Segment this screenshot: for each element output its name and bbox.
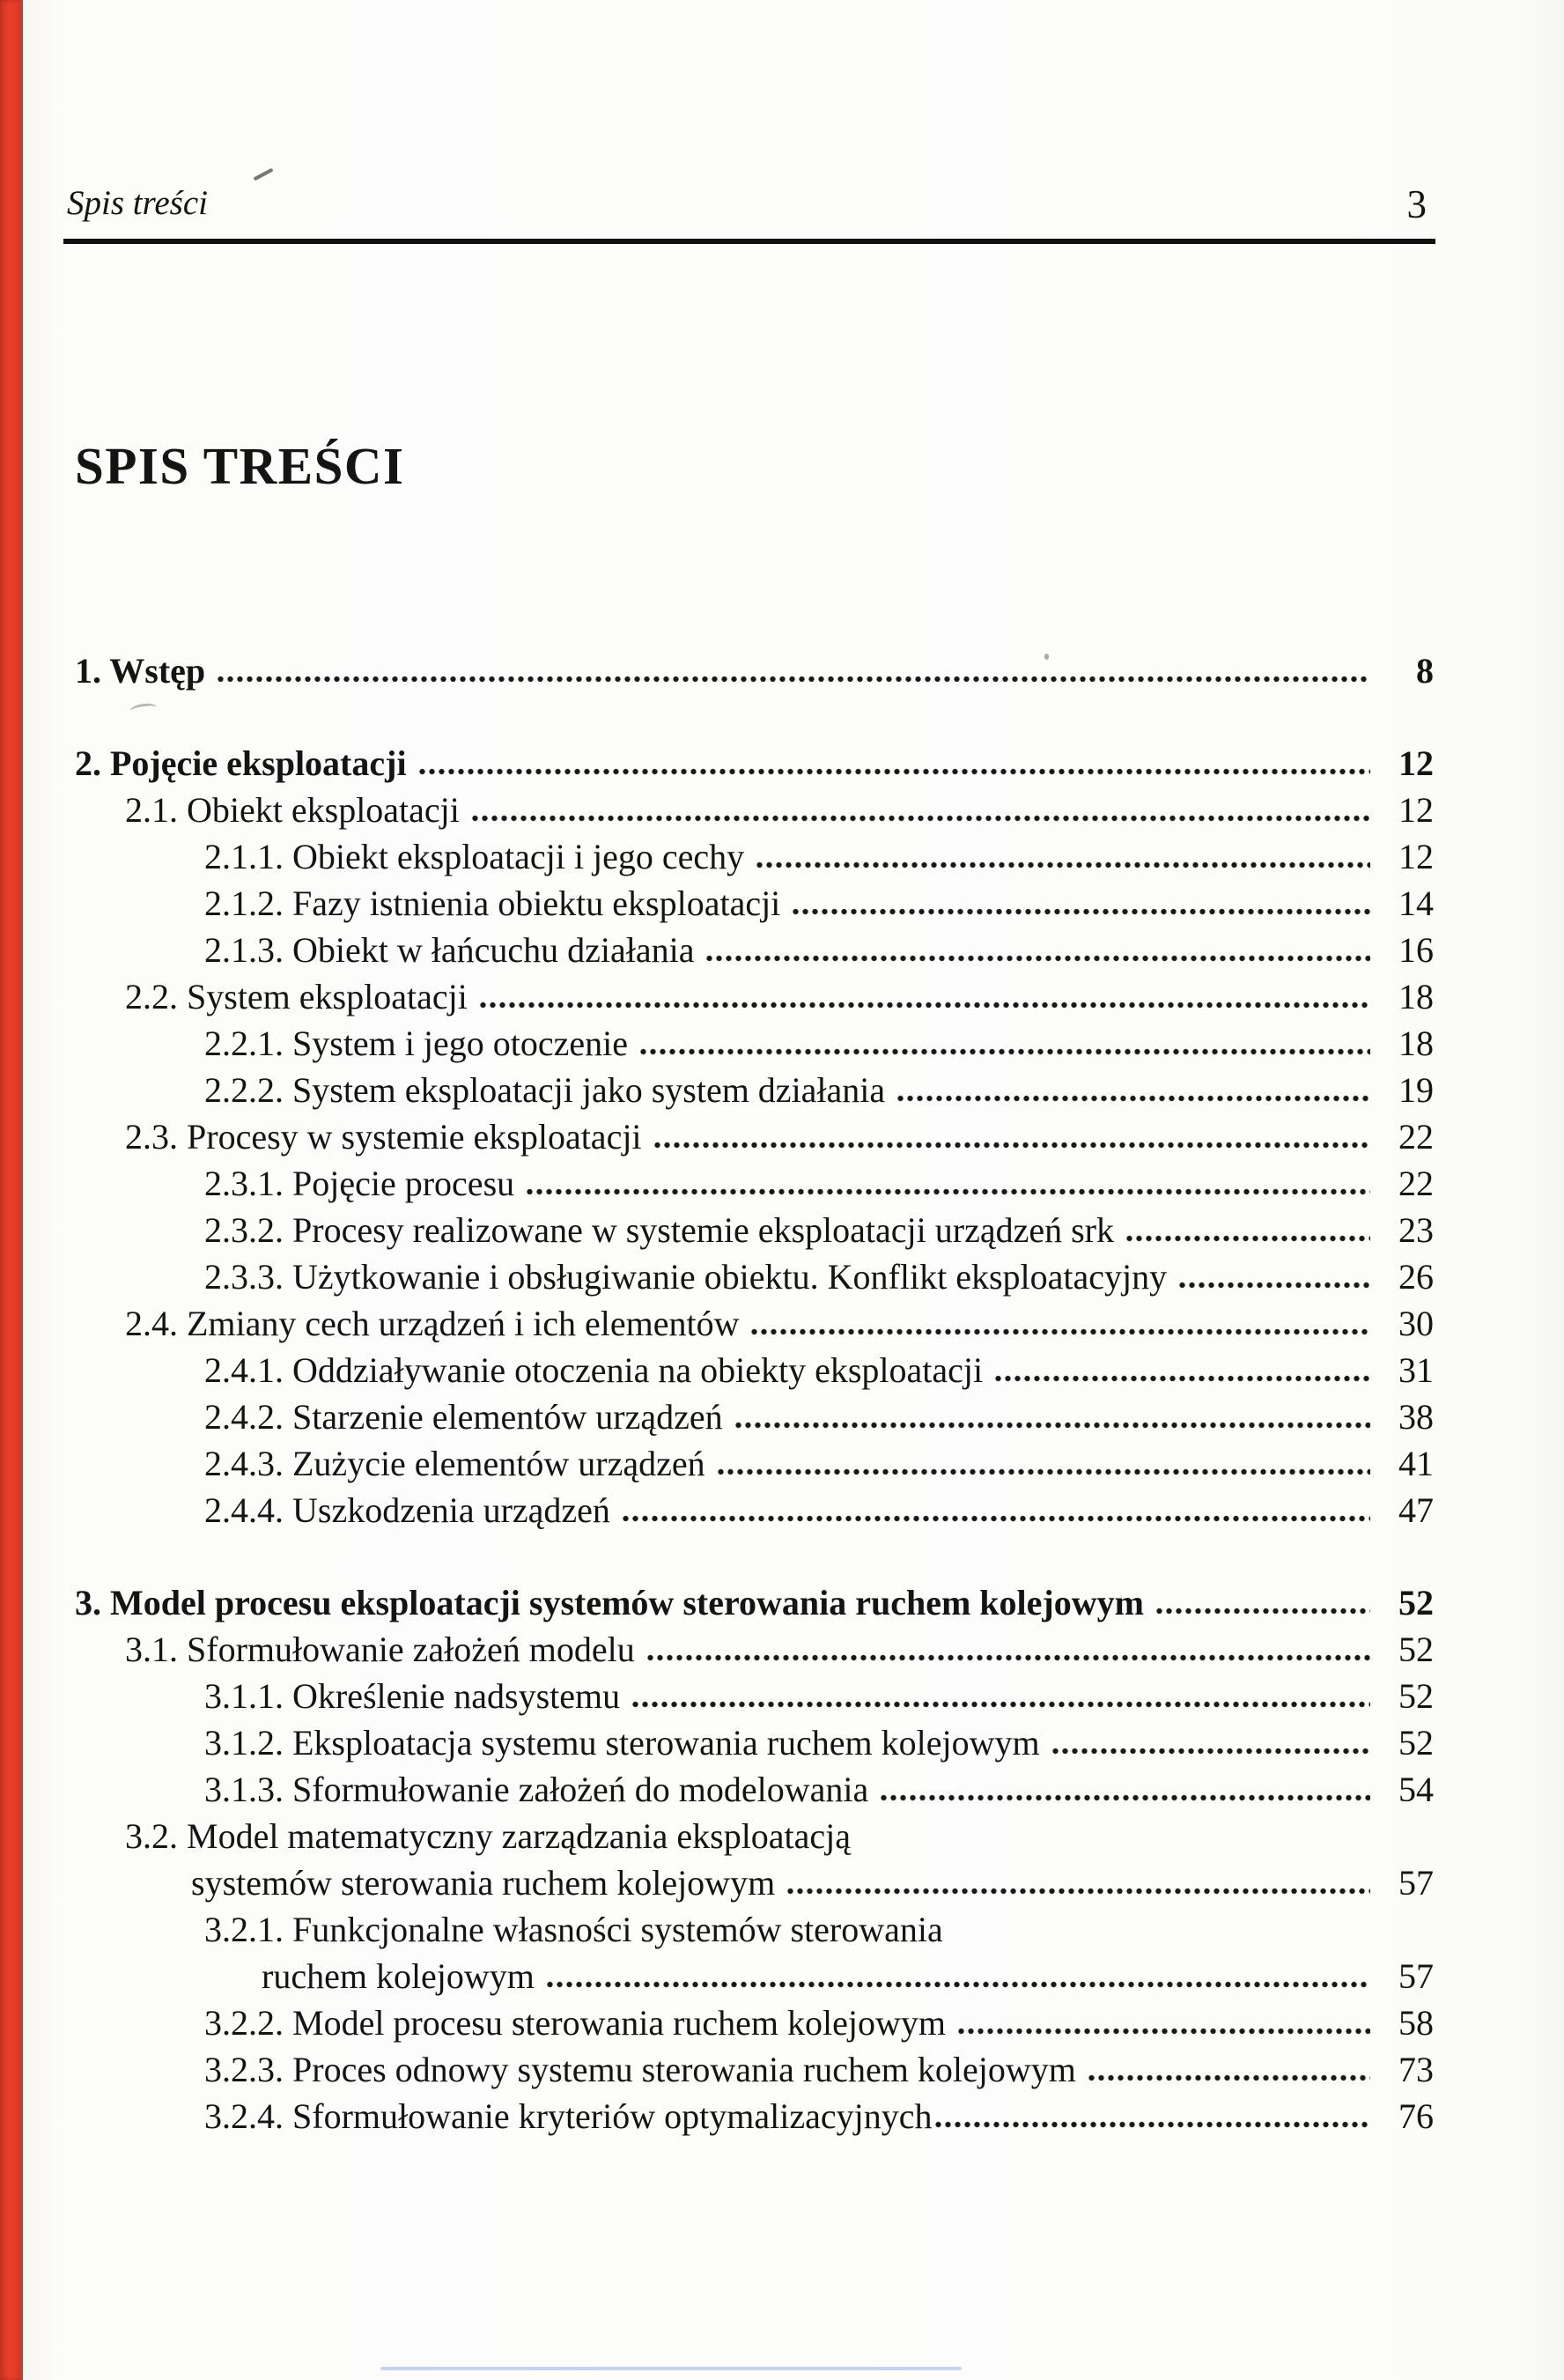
toc-entry-label: 2.3.3. Użytkowanie i obsługiwanie obiektu. Konflikt eksploatacyjny <box>204 1256 1168 1297</box>
toc-entry-label: 3.2. Model matematyczny zarządzania eksploatacją <box>125 1815 852 1856</box>
toc-entry-label: 2.1.2. Fazy istnienia obiektu eksploatacji <box>204 883 781 923</box>
running-title: Spis treści <box>67 184 208 222</box>
dot-leader <box>545 1981 1370 1988</box>
toc-entry <box>75 2046 1435 2093</box>
toc-entry-label: 2.4.3. Zużycie elementów urządzeń <box>204 1443 705 1483</box>
toc-entry <box>75 1719 1435 1766</box>
toc-entry <box>75 1160 1435 1207</box>
toc-entry <box>75 1859 1435 1906</box>
dot-leader <box>933 2121 1370 2128</box>
dot-leader <box>631 1701 1370 1708</box>
toc-entry-label: 3. Model procesu eksploatacji systemów sterowania ruchem kolejowym <box>75 1582 1144 1622</box>
toc-entry-label: 3.2.2. Model procesu sterowania ruchem kolejowym <box>204 2002 947 2043</box>
toc-page-number: 52 <box>1398 1675 1434 1716</box>
toc-page-number: 52 <box>1398 1629 1434 1669</box>
toc-entry <box>75 1999 1435 2046</box>
toc-entry <box>75 927 1435 973</box>
toc-page-number: 19 <box>1398 1069 1434 1110</box>
toc-entry <box>75 1253 1435 1300</box>
toc-page-number: 22 <box>1398 1116 1434 1157</box>
page-header <box>63 183 1435 244</box>
dot-leader <box>791 908 1370 915</box>
toc-entry-label: 2.1. Obiekt eksploatacji <box>125 789 460 830</box>
toc-entry <box>75 1626 1435 1673</box>
toc-entry <box>75 973 1435 1020</box>
dot-leader <box>734 1422 1370 1429</box>
toc-page-number: 38 <box>1398 1396 1434 1437</box>
dot-leader <box>216 676 1370 683</box>
dot-leader <box>956 2028 1370 2035</box>
toc-entry-label: 2.4.2. Starzenie elementów urządzeń <box>204 1396 723 1437</box>
toc-entry <box>75 1207 1435 1253</box>
dot-leader <box>879 1794 1370 1801</box>
toc-entry-label: 2.3.2. Procesy realizowane w systemie eksploatacji urządzeń srk <box>204 1209 1114 1250</box>
dot-leader <box>1051 1748 1370 1755</box>
toc-page-number: 52 <box>1398 1722 1434 1763</box>
toc-page-number: 41 <box>1398 1443 1434 1483</box>
header-page-number: 3 <box>1406 181 1427 226</box>
toc-page-number: 76 <box>1398 2095 1434 2136</box>
toc-page-number: 73 <box>1398 2049 1434 2089</box>
toc-page-number: 57 <box>1398 1862 1434 1903</box>
toc-entry <box>75 1067 1435 1113</box>
toc-entry-label: 3.2.1. Funkcjonalne własności systemów sterowania <box>204 1909 943 1949</box>
toc-entry <box>75 1579 1435 1626</box>
toc-page-number: 47 <box>1398 1489 1434 1530</box>
toc-page-number: 16 <box>1398 929 1434 970</box>
dot-leader <box>786 1888 1370 1895</box>
toc-entry <box>75 1953 1435 1999</box>
dot-leader <box>653 1142 1370 1149</box>
toc-entry-label: 3.1.1. Określenie nadsystemu <box>204 1675 621 1716</box>
dot-leader <box>749 1328 1370 1335</box>
toc-entry-label: 2.2.2. System eksploatacji jako system działania <box>204 1069 886 1110</box>
toc-entry-label: 2. Pojęcie eksploatacji <box>75 743 407 783</box>
toc-entry <box>75 1906 1435 1953</box>
toc-entry-label: 2.2.1. System i jego otoczenie <box>204 1023 629 1063</box>
toc-entry-label: 2.3. Procesy w systemie eksploatacji <box>125 1116 642 1157</box>
toc-entry <box>75 787 1435 833</box>
dot-leader <box>1155 1608 1370 1615</box>
toc-entry <box>75 1347 1435 1393</box>
dot-leader <box>993 1375 1370 1382</box>
toc-entry <box>75 1813 1435 1859</box>
toc-entry-label: 2.3.1. Pojęcie procesu <box>204 1163 515 1203</box>
toc-entry-label: 2.2. System eksploatacji <box>125 976 468 1016</box>
toc-entry-label: 3.1. Sformułowanie założeń modelu <box>125 1629 635 1669</box>
toc-entry-label: 2.1.1. Obiekt eksploatacji i jego cechy <box>204 836 745 876</box>
bottom-blue-streak <box>380 2367 962 2370</box>
dot-leader <box>638 1048 1370 1055</box>
dot-leader <box>1177 1282 1370 1289</box>
toc-entry-label: 3.2.4. Sformułowanie kryteriów optymalizacyjnych <box>204 2095 933 2136</box>
toc-entry <box>75 740 1435 787</box>
toc-page-number: 58 <box>1398 2002 1434 2043</box>
toc-entry <box>75 1766 1435 1813</box>
toc-entry <box>75 2093 1435 2140</box>
dot-leader <box>716 1468 1370 1475</box>
toc-page-number: 22 <box>1398 1163 1434 1203</box>
dot-leader <box>646 1654 1370 1661</box>
toc-entry <box>75 647 1435 694</box>
toc-entry-label: 2.1.3. Obiekt w łańcuchu działania <box>204 929 695 970</box>
toc-page-number: 14 <box>1398 883 1434 923</box>
toc-page-number: 18 <box>1398 1023 1434 1063</box>
dot-leader <box>478 1002 1370 1009</box>
toc-entry <box>75 1300 1435 1347</box>
toc-entry-label: 1. Wstęp <box>75 650 206 691</box>
toc-entry-label: systemów sterowania ruchem kolejowym <box>191 1862 776 1903</box>
red-left-edge-bar <box>0 0 23 2380</box>
toc-entry-label: 3.2.3. Proces odnowy systemu sterowania ruchem kolejowym <box>204 2049 1076 2089</box>
toc-page-number: 8 <box>1416 650 1434 691</box>
dot-leader <box>1125 1235 1370 1242</box>
page-content <box>63 0 1435 2140</box>
dot-leader <box>470 815 1370 822</box>
toc-entry-label: 3.1.2. Eksploatacja systemu sterowania ruchem kolejowym <box>204 1722 1040 1763</box>
toc-entry <box>75 1020 1435 1067</box>
page-title: SPIS TREŚCI <box>75 436 405 495</box>
toc-entry <box>75 833 1435 880</box>
dot-leader <box>525 1188 1370 1195</box>
toc-entry <box>75 1673 1435 1719</box>
dot-leader <box>621 1515 1370 1522</box>
toc-entry <box>75 1393 1435 1440</box>
toc-entry-label: 2.4.1. Oddziaływanie otoczenia na obiekty eksploatacji <box>204 1349 984 1390</box>
toc-page-number: 12 <box>1398 836 1434 876</box>
toc-page-number: 54 <box>1398 1769 1434 1809</box>
dot-leader <box>896 1095 1370 1102</box>
toc-entry <box>75 880 1435 927</box>
toc-page-number: 12 <box>1398 789 1434 830</box>
toc-list <box>63 647 1435 2140</box>
toc-page-number: 57 <box>1398 1955 1434 1996</box>
toc-page-number: 26 <box>1398 1256 1434 1297</box>
toc-entry <box>75 1440 1435 1487</box>
toc-entry-label: 2.4.4. Uszkodzenia urządzeń <box>204 1489 610 1530</box>
toc-page-number: 30 <box>1398 1303 1434 1343</box>
dot-leader <box>417 768 1370 775</box>
dot-leader <box>755 861 1370 868</box>
toc-page-number: 52 <box>1398 1582 1434 1622</box>
toc-entry-label: ruchem kolejowym <box>262 1955 535 1996</box>
dot-leader <box>705 955 1370 962</box>
dot-leader <box>1087 2074 1370 2081</box>
toc-entry-label: 3.1.3. Sformułowanie założeń do modelowania <box>204 1769 869 1809</box>
toc-page-number: 31 <box>1398 1349 1434 1390</box>
toc-entry-label: 2.4. Zmiany cech urządzeń i ich elementów <box>125 1303 740 1343</box>
toc-page-number: 18 <box>1398 976 1434 1016</box>
toc-entry <box>75 1487 1435 1534</box>
toc-entry <box>75 1113 1435 1160</box>
toc-page-number: 23 <box>1398 1209 1434 1250</box>
toc-page-number: 12 <box>1398 743 1434 783</box>
